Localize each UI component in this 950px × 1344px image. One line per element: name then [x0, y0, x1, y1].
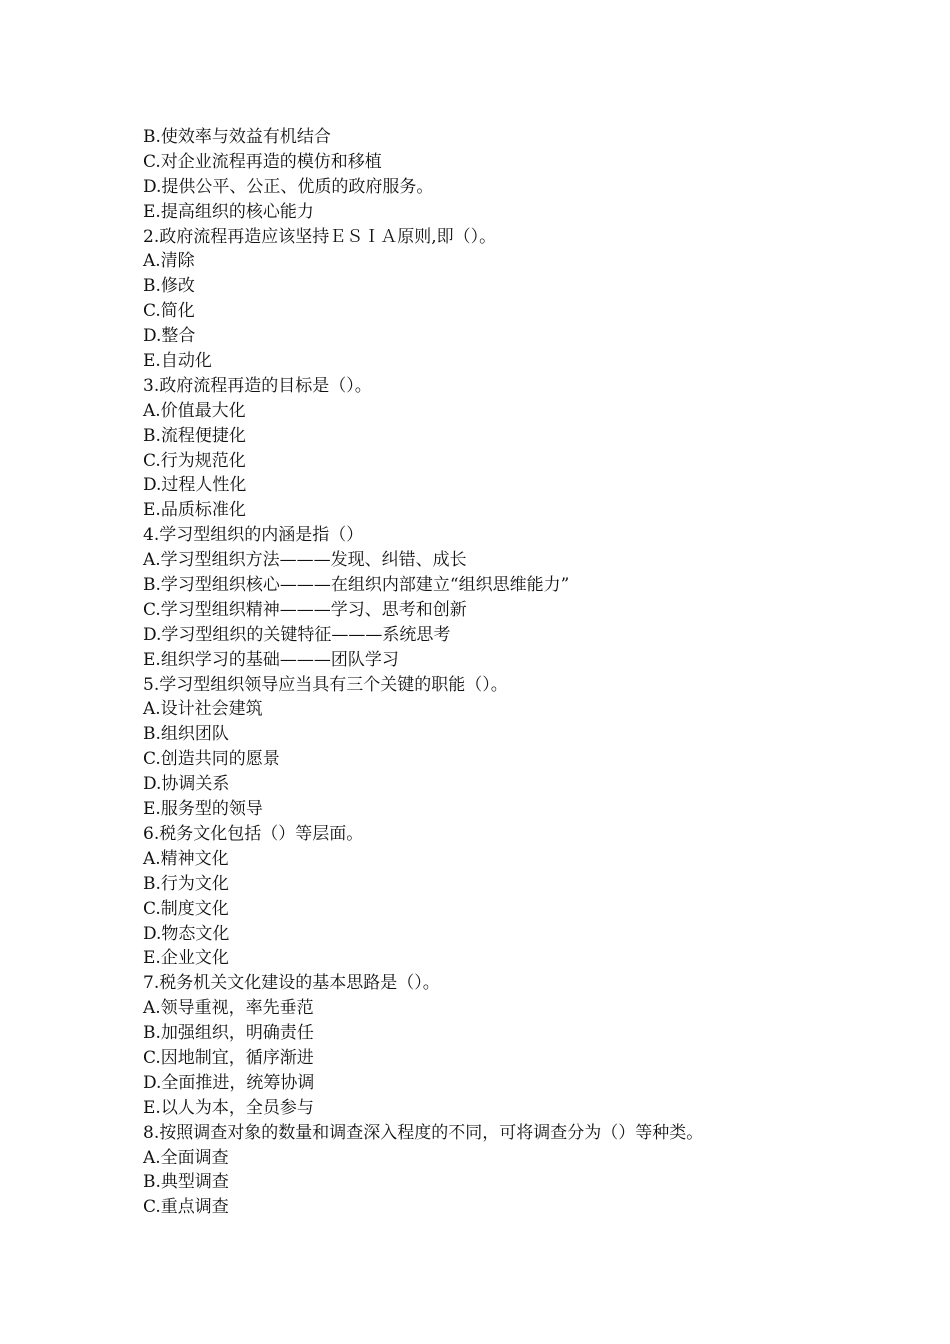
text-line: A.学习型组织方法———发现、纠错、成长 [143, 550, 467, 571]
text-line: D.提供公平、公正、优质的政府服务。 [143, 176, 434, 197]
text-line: E.提高组织的核心能力 [143, 201, 314, 222]
text-line: D.全面推进，统筹协调 [143, 1072, 315, 1093]
text-line: C.对企业流程再造的模仿和移植 [143, 151, 382, 172]
text-line: B.典型调查 [143, 1172, 229, 1193]
text-line: 3.政府流程再造的目标是（）。 [143, 375, 372, 396]
text-line: 5.学习型组织领导应当具有三个关键的职能（）。 [143, 674, 508, 695]
text-line: C.因地制宜，循序渐进 [143, 1047, 314, 1068]
text-line: D.整合 [143, 326, 196, 347]
text-line: D.物态文化 [143, 923, 230, 944]
text-line: B.行为文化 [143, 873, 229, 894]
text-line: D.过程人性化 [143, 475, 247, 496]
text-line: D.学习型组织的关键特征———系统思考 [143, 624, 451, 645]
text-line: 4.学习型组织的内涵是指（） [143, 525, 364, 546]
text-line: 2.政府流程再造应该坚持ＥＳＩＡ原则,即（）。 [143, 226, 497, 247]
text-line: C.行为规范化 [143, 450, 246, 471]
text-line: A.精神文化 [143, 848, 229, 869]
text-line: E.企业文化 [143, 948, 229, 969]
text-line: A.全面调查 [143, 1147, 229, 1168]
text-line: B.加强组织，明确责任 [143, 1023, 314, 1044]
text-line: B.组织团队 [143, 724, 229, 745]
text-line: E.品质标准化 [143, 500, 246, 521]
text-line: E.自动化 [143, 351, 212, 372]
text-line: C.简化 [143, 301, 195, 322]
text-line: B.学习型组织核心———在组织内部建立“组织思维能力” [143, 575, 570, 596]
text-line: B.使效率与效益有机结合 [143, 127, 331, 147]
text-line: A.清除 [143, 251, 195, 272]
text-line: 8.按照调查对象的数量和调查深入程度的不同，可将调查分为（）等种类。 [143, 1122, 704, 1143]
text-line: B.修改 [143, 276, 195, 297]
text-line: A.价值最大化 [143, 400, 246, 421]
text-line: E.以人为本，全员参与 [143, 1097, 314, 1118]
text-line: A.设计社会建筑 [143, 699, 263, 720]
text-line: C.创造共同的愿景 [143, 749, 280, 770]
text-line: D.协调关系 [143, 774, 230, 795]
text-line: A.领导重视，率先垂范 [143, 998, 314, 1019]
text-line: C.学习型组织精神———学习、思考和创新 [143, 599, 467, 620]
text-line: C.制度文化 [143, 898, 229, 919]
text-line: 6.税务文化包括（）等层面。 [143, 823, 364, 844]
document-body [143, 125, 843, 1220]
text-line: 7.税务机关文化建设的基本思路是（）。 [143, 973, 440, 994]
text-line: C.重点调查 [143, 1197, 229, 1218]
text-line: E.服务型的领导 [143, 799, 263, 820]
text-line: E.组织学习的基础———团队学习 [143, 649, 399, 670]
text-line: B.流程便捷化 [143, 425, 246, 446]
